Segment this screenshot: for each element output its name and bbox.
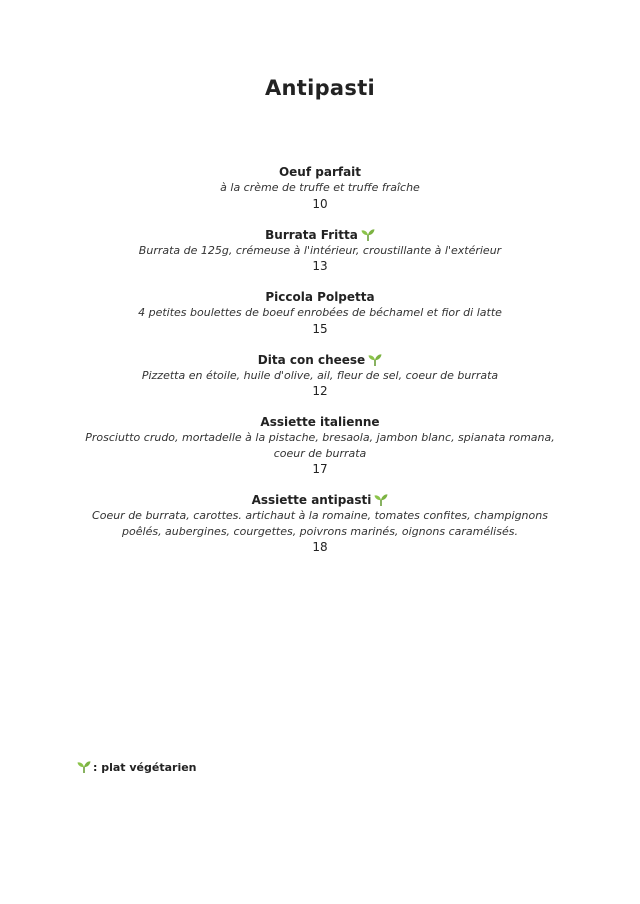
item-name-text: Oeuf parfait (278, 165, 362, 179)
menu-item (0, 227, 640, 275)
seedling-icon (361, 228, 375, 241)
item-price: 18 (312, 540, 328, 554)
item-price: 17 (312, 462, 328, 476)
seedling-icon (77, 760, 91, 773)
item-name (0, 414, 640, 430)
item-name-text: Burrata Fritta (265, 227, 358, 242)
item-price: 12 (312, 384, 328, 398)
item-name (0, 227, 640, 243)
seedling-icon (368, 353, 382, 366)
item-price: 13 (312, 259, 328, 273)
item-name (0, 289, 640, 305)
item-name (0, 352, 640, 368)
seedling-icon (374, 493, 388, 506)
item-name (0, 164, 640, 180)
item-description: 4 petites boulettes de boeuf enrobées de béchamel et fior di latte (138, 306, 502, 319)
item-name (0, 492, 640, 508)
menu-item (0, 492, 640, 555)
item-price: 10 (312, 196, 328, 211)
menu-item (0, 164, 640, 212)
item-description: Prosciutto crudo, mortadelle à la pistache, bresaola, jambon blanc, spianata romana, coeur de burrata (85, 431, 555, 460)
item-name-text: Assiette antipasti (251, 493, 372, 507)
menu-item (0, 352, 640, 400)
item-price: 15 (312, 321, 328, 336)
item-description: Burrata de 125g, crémeuse à l'intérieur, croustillante à l'extérieur (138, 243, 502, 257)
menu-item (0, 289, 640, 337)
item-name-text: Piccola Polpetta (265, 290, 375, 304)
page-title: Antipasti (264, 76, 376, 100)
menu-item (0, 414, 640, 477)
item-name-text: Dita con cheese (257, 352, 366, 367)
item-description: Coeur de burrata, carottes. artichaut à la romaine, tomates confites, champignons poêlés, aubergines, courgettes, poivrons marinés, oignons caramélisés. (92, 509, 548, 538)
legend-text: : plat végétarien (93, 761, 197, 774)
item-name-text: Assiette italienne (260, 415, 380, 429)
item-description: à la crème de truffe et truffe fraîche (220, 181, 420, 194)
item-description: Pizzetta en étoile, huile d'olive, ail, fleur de sel, coeur de burrata (141, 368, 499, 382)
menu-list (0, 164, 640, 570)
vegetarian-legend (77, 760, 197, 774)
